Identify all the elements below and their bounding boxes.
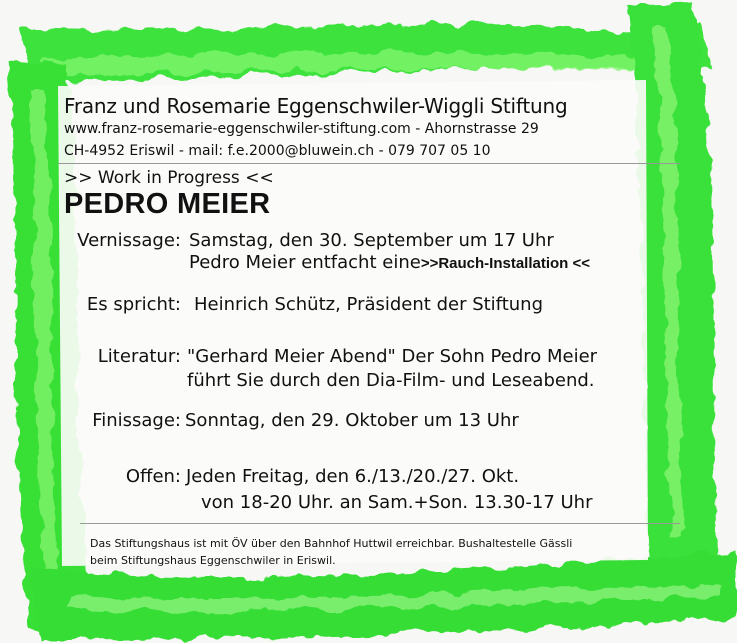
footer-divider bbox=[80, 523, 680, 524]
exhibition-subtitle: >> Work in Progress << bbox=[64, 168, 274, 188]
vernissage-note-text: Pedro Meier entfacht eine bbox=[189, 252, 421, 273]
organization-name: Franz und Rosemarie Eggenschwiler-Wiggli Stiftung bbox=[64, 94, 568, 118]
vernissage-note bbox=[189, 252, 590, 273]
literature-line2: führt Sie durch den Dia-Film- und Leseabend. bbox=[187, 370, 595, 391]
vernissage-date: Samstag, den 30. September um 17 Uhr bbox=[189, 230, 554, 251]
literature-label: Literatur: bbox=[97, 346, 181, 367]
vernissage-label: Vernissage: bbox=[77, 230, 181, 251]
speaker-value: Heinrich Schütz, Präsident der Stiftung bbox=[194, 294, 543, 315]
open-label: Offen: bbox=[125, 466, 181, 487]
rauch-installation-highlight: >>Rauch-Installation << bbox=[420, 255, 591, 272]
contact-line: CH-4952 Eriswil - mail: f.e.2000@bluwein.ch - 079 707 05 10 bbox=[64, 143, 491, 159]
footer-line1: Das Stiftungshaus ist mit ÖV über den Bahnhof Huttwil erreichbar. Bushaltestelle Gässli bbox=[90, 537, 573, 550]
finissage-value: Sonntag, den 29. Oktober um 13 Uhr bbox=[185, 410, 519, 431]
open-line2: von 18-20 Uhr. an Sam.+Son. 13.30-17 Uhr bbox=[201, 492, 593, 513]
open-line1: Jeden Freitag, den 6./13./20./27. Okt. bbox=[186, 466, 520, 487]
finissage-label: Finissage: bbox=[92, 410, 181, 431]
speaker-label: Es spricht: bbox=[86, 294, 181, 315]
website-address: www.franz-rosemarie-eggenschwiler-stiftung.com - Ahornstrasse 29 bbox=[64, 121, 539, 137]
footer-line2: beim Stiftungshaus Eggenschwiler in Eriswil. bbox=[90, 554, 336, 567]
header-divider bbox=[58, 163, 680, 164]
artist-name: PEDRO MEIER bbox=[64, 188, 271, 220]
literature-line1: "Gerhard Meier Abend" Der Sohn Pedro Meier bbox=[187, 346, 598, 367]
